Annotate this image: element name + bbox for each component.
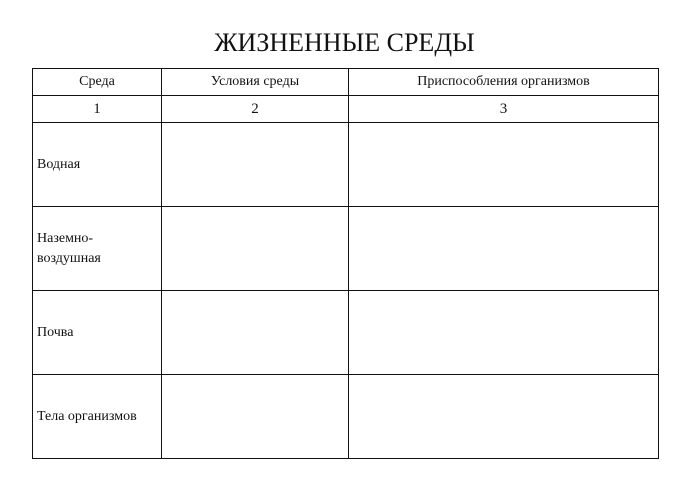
- adaptations-cell[interactable]: [349, 207, 659, 291]
- table-row: [33, 291, 659, 375]
- environment-cell: Тела организмов: [33, 375, 162, 459]
- header-row: [33, 69, 659, 96]
- environment-label-line2: воздушная: [37, 250, 101, 266]
- conditions-cell[interactable]: [162, 291, 349, 375]
- page-title: ЖИЗНЕННЫЕ СРЕДЫ: [214, 28, 475, 57]
- column-number: 3: [349, 96, 659, 123]
- adaptations-cell[interactable]: [349, 375, 659, 459]
- adaptations-cell[interactable]: [349, 291, 659, 375]
- adaptations-cell[interactable]: [349, 123, 659, 207]
- table-row: [33, 123, 659, 207]
- conditions-cell[interactable]: [162, 207, 349, 291]
- column-number-row: [33, 96, 659, 123]
- conditions-cell[interactable]: [162, 123, 349, 207]
- column-number: 1: [33, 96, 162, 123]
- table-row: [33, 207, 659, 291]
- environment-cell: Водная: [33, 123, 162, 207]
- header-conditions: Условия среды: [162, 69, 349, 96]
- conditions-cell[interactable]: [162, 375, 349, 459]
- column-number: 2: [162, 96, 349, 123]
- table-row: [33, 375, 659, 459]
- environment-cell: Почва: [33, 291, 162, 375]
- header-environment: Среда: [33, 69, 162, 96]
- header-adaptations: Приспособления организмов: [349, 69, 659, 96]
- habitats-table: [32, 68, 659, 459]
- environment-cell: [33, 207, 162, 291]
- environment-label-line1: Наземно-: [37, 230, 94, 246]
